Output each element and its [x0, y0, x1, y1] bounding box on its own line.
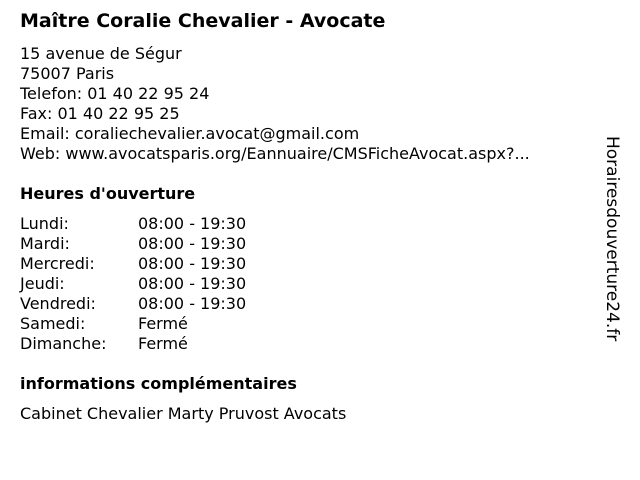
day-label: Dimanche:: [20, 334, 107, 353]
site-watermark: Horairesdouverture24.fr: [602, 136, 622, 342]
day-label: Vendredi:: [20, 294, 96, 313]
phone-line: Telefon: 01 40 22 95 24: [20, 84, 210, 103]
day-hours: 08:00 - 19:30: [138, 294, 247, 313]
day-hours: 08:00 - 19:30: [138, 234, 247, 253]
web-line: Web: www.avocatsparis.org/Eannuaire/CMSFicheAvocat.aspx?...: [20, 144, 530, 163]
address-street: 15 avenue de Ségur: [20, 44, 182, 63]
fax-line: Fax: 01 40 22 95 25: [20, 104, 180, 123]
email-line: Email: coraliechevalier.avocat@gmail.com: [20, 124, 360, 143]
extra-info-text: Cabinet Chevalier Marty Pruvost Avocats: [20, 404, 347, 423]
day-label: Lundi:: [20, 214, 69, 233]
hours-heading: Heures d'ouverture: [20, 184, 196, 203]
day-label: Jeudi:: [20, 274, 65, 293]
address-city: 75007 Paris: [20, 64, 115, 83]
day-label: Mardi:: [20, 234, 70, 253]
extra-info-heading: informations complémentaires: [20, 374, 297, 393]
day-label: Samedi:: [20, 314, 86, 333]
page-title: Maître Coralie Chevalier - Avocate: [20, 10, 386, 32]
day-hours: 08:00 - 19:30: [138, 214, 247, 233]
day-label: Mercredi:: [20, 254, 95, 273]
contact-info: [20, 44, 530, 164]
day-hours: Fermé: [138, 334, 188, 353]
day-hours: 08:00 - 19:30: [138, 254, 247, 273]
day-hours: Fermé: [138, 314, 188, 333]
day-hours: 08:00 - 19:30: [138, 274, 247, 293]
